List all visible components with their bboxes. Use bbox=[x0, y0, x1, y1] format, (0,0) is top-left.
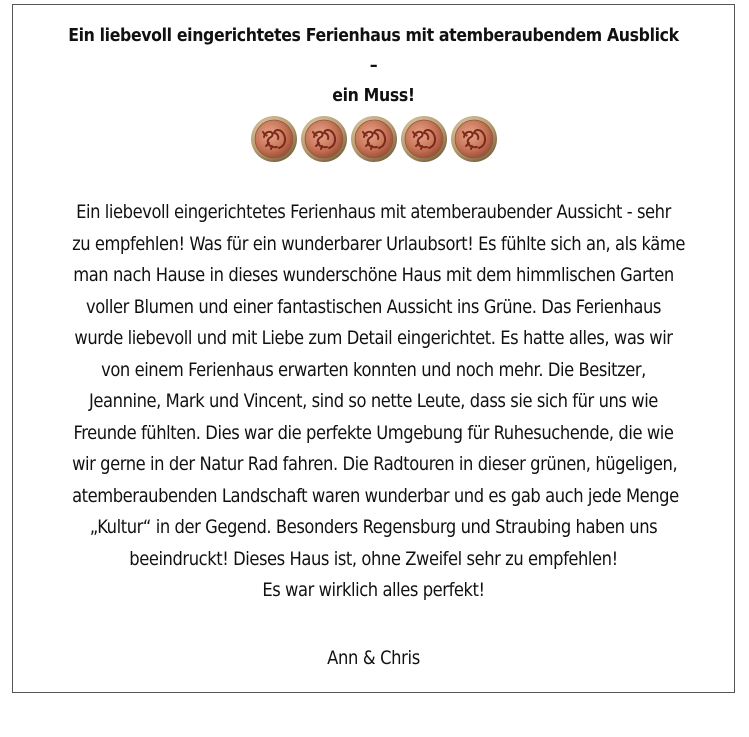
review-title bbox=[67, 21, 680, 111]
rating-medals bbox=[13, 115, 734, 163]
review-body-line: man nach Hause in dieses wunderschöne Haus mit dem himmlischen Garten bbox=[73, 264, 674, 286]
review-body-line: wir gerne in der Natur Rad fahren. Die Radtouren in dieser grünen, hügeligen, bbox=[72, 453, 678, 475]
review-body-line: von einem Ferienhaus erwarten konnten und noch mehr. Die Besitzer, bbox=[101, 358, 646, 381]
squirrel-medal-icon bbox=[450, 115, 498, 163]
review-body-line: wurde liebevoll und mit Liebe zum Detail eingerichtet. Es hatte alles, was wir bbox=[74, 327, 673, 349]
review-body-line: Ein liebevoll eingerichtetes Ferienhaus mit atemberaubender Aussicht - sehr bbox=[76, 201, 671, 223]
squirrel-medal-icon bbox=[350, 115, 398, 163]
review-signature: Ann & Chris bbox=[327, 647, 420, 669]
review-title-line: ein Muss! bbox=[332, 86, 415, 106]
review-body-line: voller Blumen und einer fantastischen Aussicht ins Grüne. Das Ferienhaus bbox=[86, 295, 661, 318]
review-body-line: beeindruckt! Dieses Haus ist, ohne Zweifel sehr zu empfehlen! bbox=[129, 547, 618, 570]
review-body-line: „Kultur“ in der Gegend. Besonders Regensburg und Straubing haben uns bbox=[89, 516, 658, 538]
review-body bbox=[72, 197, 686, 607]
review-title-line: Ein liebevoll eingerichtetes Ferienhaus mit atemberaubendem Ausblick – bbox=[68, 26, 679, 76]
squirrel-medal-icon bbox=[250, 115, 298, 163]
review-body-line: zu empfehlen! Was für ein wunderbarer Urlaubsort! Es fühlte sich an, als käme bbox=[72, 232, 686, 255]
squirrel-medal-icon bbox=[300, 115, 348, 163]
review-body-line: Es war wirklich alles perfekt! bbox=[262, 579, 485, 601]
squirrel-medal-icon bbox=[400, 115, 448, 163]
review-body-line: Jeannine, Mark und Vincent, sind so nette Leute, dass sie sich für uns wie bbox=[89, 390, 658, 412]
review-body-line: atemberaubenden Landschaft waren wunderbar und es gab auch jede Menge bbox=[72, 484, 679, 507]
review-body-line: Freunde fühlten. Dies war die perfekte Umgebung für Ruhesuchende, die wie bbox=[73, 421, 674, 444]
review-card bbox=[12, 4, 735, 693]
